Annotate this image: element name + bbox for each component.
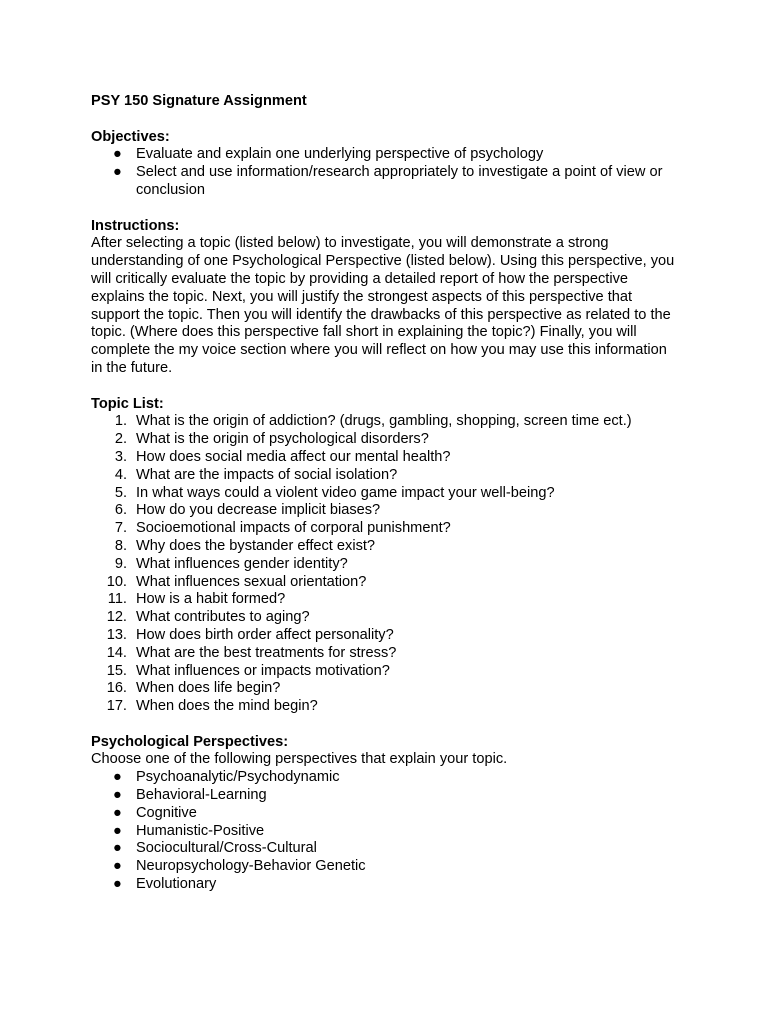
document-page (91, 93, 691, 894)
topic-item (91, 467, 691, 485)
topic-number: 17. (106, 698, 127, 715)
topic-text: What is the origin of addiction? (drugs, gambling, shopping, screen time ect.) (136, 413, 632, 430)
topic-item (91, 680, 691, 698)
perspective-item (91, 840, 671, 858)
topic-item (91, 556, 691, 574)
topic-number: 14. (106, 644, 127, 661)
topic-text: What are the impacts of social isolation? (136, 466, 398, 483)
perspectives-list (91, 769, 691, 894)
topic-number: 7. (114, 520, 127, 537)
bullet-icon: ● (113, 822, 122, 839)
topic-number: 13. (106, 626, 127, 643)
document-title: PSY 150 Signature Assignment (91, 93, 307, 109)
topic-item (91, 502, 691, 520)
topic-item (91, 609, 691, 627)
topic-item (91, 431, 691, 449)
perspective-text: Humanistic-Positive (136, 822, 265, 839)
bullet-icon: ● (113, 787, 122, 804)
topic-text: How do you decrease implicit biases? (136, 502, 381, 519)
topic-item (91, 591, 691, 609)
instructions-heading: Instructions: (91, 217, 180, 234)
topic-item (91, 645, 691, 663)
bullet-icon: ● (113, 858, 122, 875)
perspective-text: Cognitive (136, 804, 197, 821)
topic-number: 8. (114, 537, 127, 554)
topic-text: What is the origin of psychological disorders? (136, 431, 429, 448)
topic-text: What influences or impacts motivation? (136, 662, 390, 679)
topic-text: What influences sexual orientation? (136, 573, 367, 590)
topic-number: 1. (114, 413, 127, 430)
topic-text: Why does the bystander effect exist? (136, 537, 376, 554)
topic-number: 12. (106, 609, 127, 626)
topic-text: When does the mind begin? (136, 698, 318, 715)
topic-number: 11. (107, 591, 127, 608)
topic-number: 2. (114, 431, 127, 448)
topic-number: 3. (114, 448, 127, 465)
topic-number: 15. (106, 662, 127, 679)
topic-number: 9. (114, 555, 127, 572)
topic-number: 5. (114, 484, 127, 501)
topic-item (91, 485, 691, 503)
topic-text: How does birth order affect personality? (136, 626, 394, 643)
topic-item (91, 627, 691, 645)
topic-text: When does life begin? (136, 680, 281, 697)
objective-item (91, 164, 671, 200)
spacer (91, 716, 691, 734)
perspectives-heading: Psychological Perspectives: (91, 733, 289, 750)
topic-list-heading: Topic List: (91, 395, 164, 412)
topic-item (91, 574, 691, 592)
topic-text: In what ways could a violent video game impact your well-being? (136, 484, 555, 501)
perspective-item (91, 805, 671, 823)
objectives-heading: Objectives: (91, 128, 170, 145)
topic-item (91, 663, 691, 681)
bullet-icon: ● (113, 876, 122, 893)
topic-number: 10. (106, 573, 127, 590)
perspective-text: Evolutionary (136, 876, 217, 893)
topic-text: What contributes to aging? (136, 609, 310, 626)
perspective-text: Neuropsychology-Behavior Genetic (136, 858, 366, 875)
perspective-text: Psychoanalytic/Psychodynamic (136, 769, 340, 786)
topic-text: Socioemotional impacts of corporal punishment? (136, 520, 451, 537)
bullet-icon: ● (113, 164, 122, 181)
topic-text: How is a habit formed? (136, 591, 286, 608)
bullet-icon: ● (113, 804, 122, 821)
bullet-icon: ● (113, 146, 122, 163)
topic-list (91, 413, 691, 716)
objective-text: Select and use information/research appropriately to investigate a point of view or conclusion (136, 164, 663, 198)
perspective-item (91, 769, 671, 787)
objective-item (91, 146, 671, 164)
topic-item (91, 520, 691, 538)
perspective-item (91, 787, 671, 805)
topic-number: 16. (106, 680, 127, 697)
objectives-list (91, 146, 691, 199)
spacer (91, 111, 691, 129)
perspective-item (91, 876, 671, 894)
topic-item (91, 449, 691, 467)
spacer (91, 378, 691, 396)
spacer (91, 200, 691, 218)
topic-text: What are the best treatments for stress? (136, 644, 397, 661)
perspective-item (91, 858, 671, 876)
topic-text: What influences gender identity? (136, 555, 348, 572)
topic-item (91, 538, 691, 556)
topic-text: How does social media affect our mental health? (136, 448, 451, 465)
perspectives-intro: Choose one of the following perspectives that explain your topic. (91, 751, 508, 768)
objective-text: Evaluate and explain one underlying perspective of psychology (136, 146, 544, 163)
bullet-icon: ● (113, 769, 122, 786)
topic-item (91, 698, 691, 716)
perspective-text: Sociocultural/Cross-Cultural (136, 840, 317, 857)
topic-number: 4. (114, 466, 127, 483)
perspective-text: Behavioral-Learning (136, 787, 267, 804)
bullet-icon: ● (113, 840, 122, 857)
topic-item (91, 413, 691, 431)
instructions-text: After selecting a topic (listed below) to investigate, you will demonstrate a strong understanding of one Psychological Perspective (listed below). Using this perspective, you will critically evaluate the topic by providing a detailed report of how the perspective explains the topic. Next, you will justify the strongest aspects of this perspective that support the topic. Then you will identify the drawbacks of this perspective as related to the topic. (Where does this perspective fall short in explaining the topic?) Finally, you will complete the my voice section where you will reflect on how you may use this information in the future. (91, 235, 675, 376)
perspective-item (91, 823, 671, 841)
topic-number: 6. (114, 502, 127, 519)
